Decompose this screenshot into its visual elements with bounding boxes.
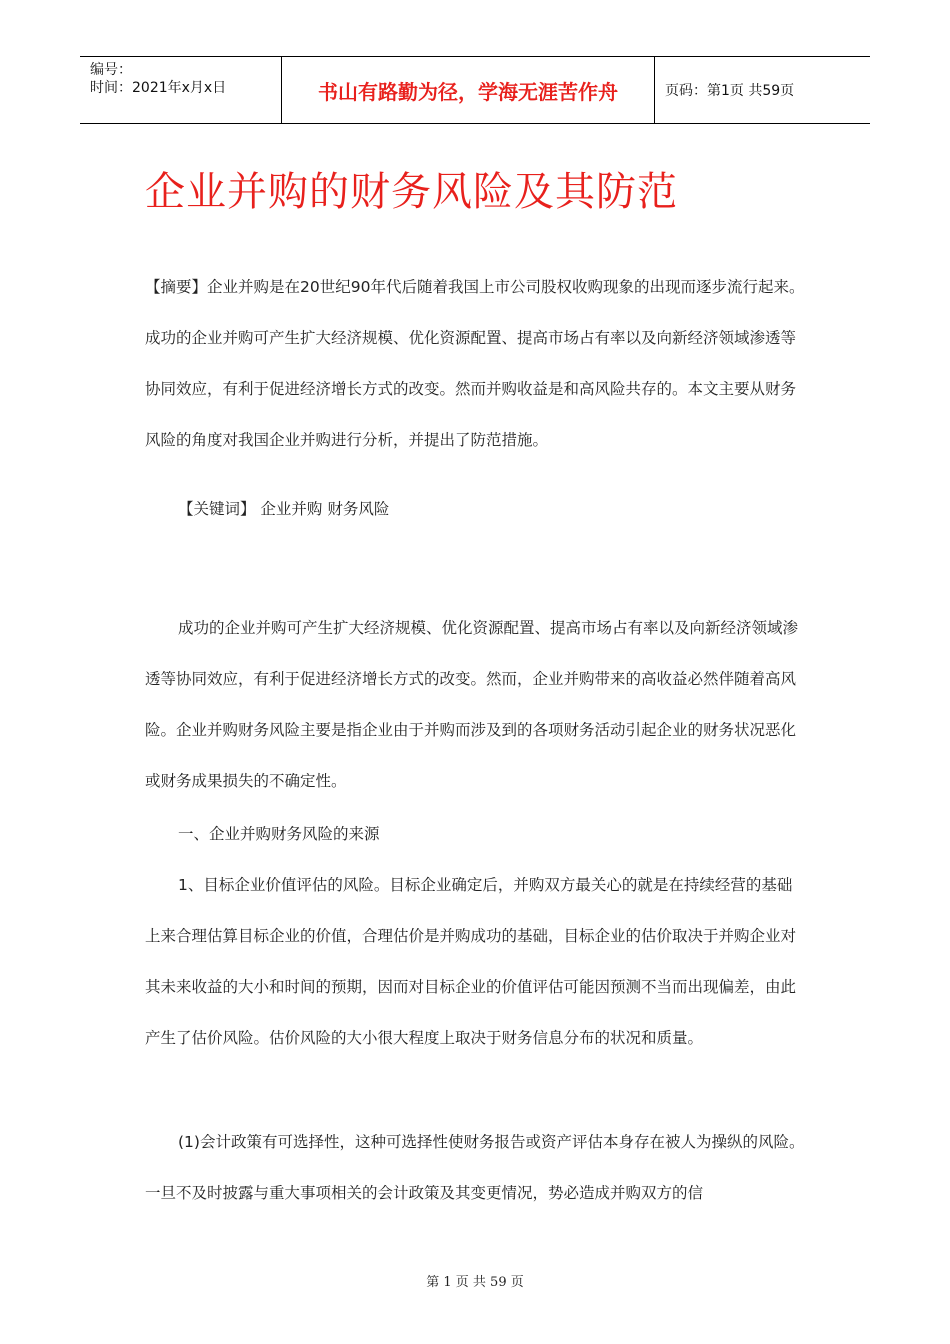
keywords-line: 【关键词】 企业并购 财务风险 <box>178 500 390 518</box>
page-footer: 第 1 页 共 59 页 <box>426 1275 524 1290</box>
document-time-label: 时间：2021年x月x日 <box>90 80 227 96</box>
page-header <box>80 56 870 124</box>
body-paragraph: (1)会计政策有可选择性，这种可选择性使财务报告或资产评估本身存在被人为操纵的风险。一旦不及时披露与重大事项相关的会计政策及其变更情况，势必造成并购双方的信 <box>145 1133 805 1202</box>
abstract-paragraph: 【摘要】企业并购是在20世纪90年代后随着我国上市公司股权收购现象的出现而逐步流行起来。成功的企业并购可产生扩大经济规模、优化资源配置、提高市场占有率以及向新经济领域渗透等协同效应，有利于促进经济增长方式的改变。然而并购收益是和高风险共存的。本文主要从财务风险的角度对我国企业并购进行分析，并提出了防范措施。 <box>145 278 805 449</box>
document-number-label: 编号： <box>90 62 132 78</box>
header-page-info: 页码：第1页 共59页 <box>665 83 795 99</box>
section-heading: 一、企业并购财务风险的来源 <box>178 825 380 843</box>
header-meta <box>80 57 281 123</box>
document-title: 企业并购的财务风险及其防范 <box>145 169 678 215</box>
header-motto: 书山有路勤为径，学海无涯苦作舟 <box>281 57 655 123</box>
intro-paragraph: 成功的企业并购可产生扩大经济规模、优化资源配置、提高市场占有率以及向新经济领域渗透等协同效应，有利于促进经济增长方式的改变。然而，企业并购带来的高收益必然伴随着高风险。企业并购财务风险主要是指企业由于并购而涉及到的各项财务活动引起企业的财务状况恶化或财务成果损失的不确定性。 <box>145 619 799 790</box>
body-paragraph: 1、目标企业价值评估的风险。目标企业确定后，并购双方最关心的就是在持续经营的基础上来合理估算目标企业的价值，合理估价是并购成功的基础，目标企业的估价取决于并购企业对其未来收益的大小和时间的预期，因而对目标企业的价值评估可能因预测不当而出现偏差，由此产生了估价风险。估价风险的大小很大程度上取决于财务信息分布的状况和质量。 <box>145 876 797 1047</box>
